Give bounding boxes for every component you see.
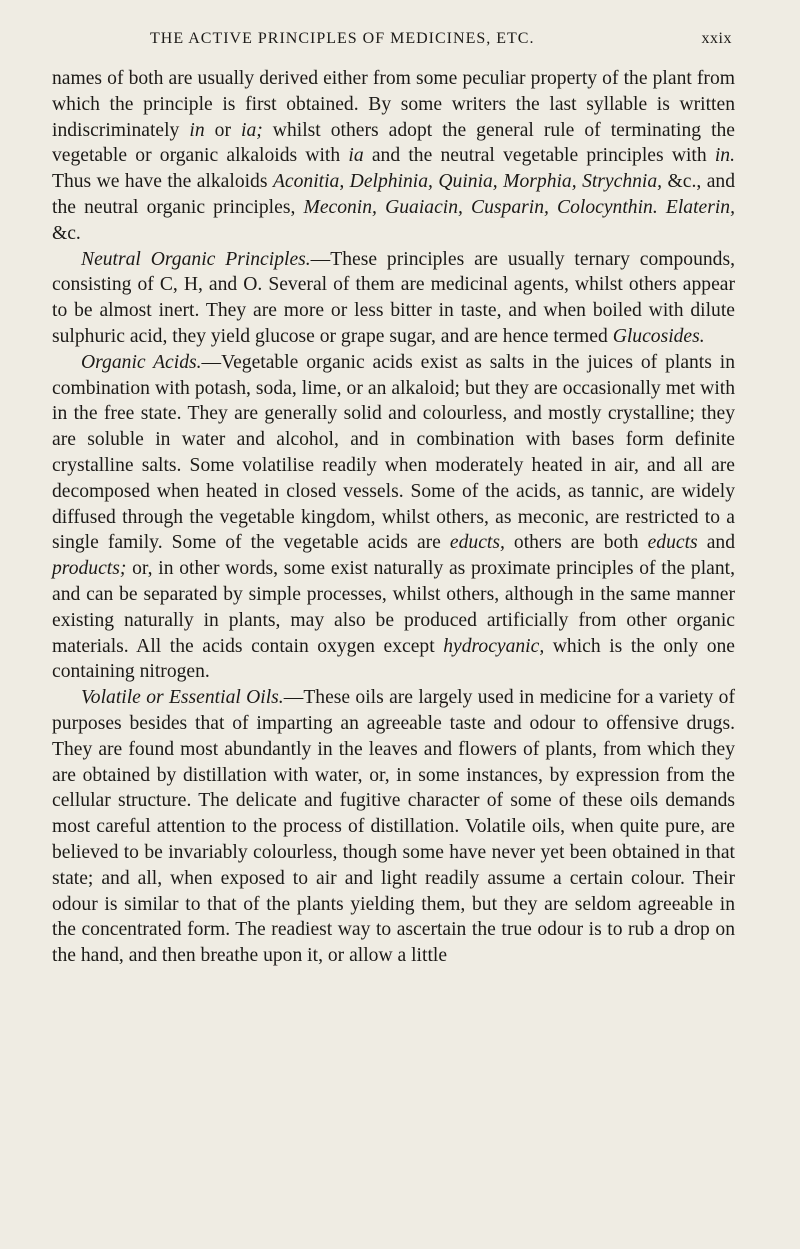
italic-term: Aconitia, Delphinia, Quinia, Morphia, Strychnia,	[272, 171, 663, 193]
text-run: Thus we have the alkaloids	[52, 171, 273, 193]
italic-term: products;	[52, 558, 127, 580]
running-head	[132, 30, 732, 48]
text-run: whilst others adopt the general rule of terminating the vegetable or organic alkaloids with	[52, 119, 736, 167]
text-run: —These principles are usually ternary compounds, consisting of C, H, and O. Several of them are medicinal agents, whilst others appear to be almost inert. They are more or less bitter in taste, and when boiled with dilute sulphuric acid, they yield glucose or grape sugar, and are hence termed	[52, 248, 735, 347]
italic-term: Organic Acids.	[81, 351, 202, 373]
text-run: which is the only one containing nitrogen.	[52, 635, 735, 683]
paragraph-neutral-principles	[52, 247, 735, 350]
italic-term: Volatile or Essential Oils.	[81, 687, 284, 709]
text-run: &c., and the neutral organic principles,	[52, 171, 735, 218]
text-run: —Vegetable organic acids exist as salts in the juices of plants in combination with potash, soda, lime, or an alkaloid; but they are occasionally met with in the free state. They are generally solid and colourless, and mostly crystalline; they are soluble in water and alcohol, and in combination with bases form definite crystalline salts. Some volatilise readily when moderately heated in air, and all are decomposed when heated in closed vessels. Some of the acids, as tannic, are widely diffused through the vegetable kingdom, whilst others, as meconic, are restricted to a single family. Some of the vegetable acids are	[52, 351, 735, 554]
paragraph-organic-acids	[52, 350, 735, 685]
italic-term: ia	[348, 145, 364, 167]
italic-term: hydrocyanic,	[443, 635, 545, 657]
italic-term: Meconin, Guaiacin, Cusparin, Colocynthin. Elaterin,	[303, 196, 735, 218]
italic-term: Glucosides.	[612, 325, 705, 347]
text-run: and	[697, 532, 735, 554]
italic-term: ia;	[241, 119, 263, 141]
text-run: —These oils are largely used in medicine for a variety of purposes besides that of imparting an agreeable taste and odour to offensive drugs. They are found most abundantly in the leaves and flowers of plants, from which they are obtained by distillation with water, or, in some instances, by expression from the cellular structure. The delicate and fugitive character of some of these oils demands most careful attention to the process of distillation. Volatile oils, when quite pure, are believed to be invariably colourless, though some have never yet been obtained in that state; and all, when exposed to air and light readily assume a certain colour. Their odour is similar to that of the plants yielding them, but they are seldom agreeable in the concentrated form. The readiest way to ascertain the true odour is to rub a drop on the hand, and then breathe upon it, or allow a little	[52, 687, 735, 967]
text-run: and the neutral vegetable principles with	[363, 145, 715, 167]
text-run: or, in other words, some exist naturally as proximate principles of the plant, and can be separated by simple processes, whilst others, although in the same manner existing naturally in plants, may also be produced artificially from other organic materials. All the acids contain oxygen except	[52, 558, 735, 657]
italic-term: educts	[647, 532, 698, 554]
italic-term: in.	[714, 145, 735, 167]
body-text	[52, 66, 735, 969]
text-run: names of both are usually derived either from some peculiar property of the plant from which the principle is first obtained. By some writers the last syllable is written indiscriminately	[52, 68, 735, 141]
running-title: THE ACTIVE PRINCIPLES OF MEDICINES, ETC.	[150, 30, 535, 47]
italic-term: in	[189, 119, 205, 141]
italic-term: Neutral Organic Principles.	[81, 248, 311, 270]
italic-term: educts,	[449, 532, 505, 554]
text-run: &c.	[52, 222, 81, 244]
text-run: or	[204, 119, 242, 141]
text-run: others are both	[504, 532, 648, 554]
paragraph-alkaloid-naming	[52, 66, 735, 247]
paragraph-volatile-oils	[52, 685, 735, 969]
page-number: xxix	[701, 30, 732, 47]
